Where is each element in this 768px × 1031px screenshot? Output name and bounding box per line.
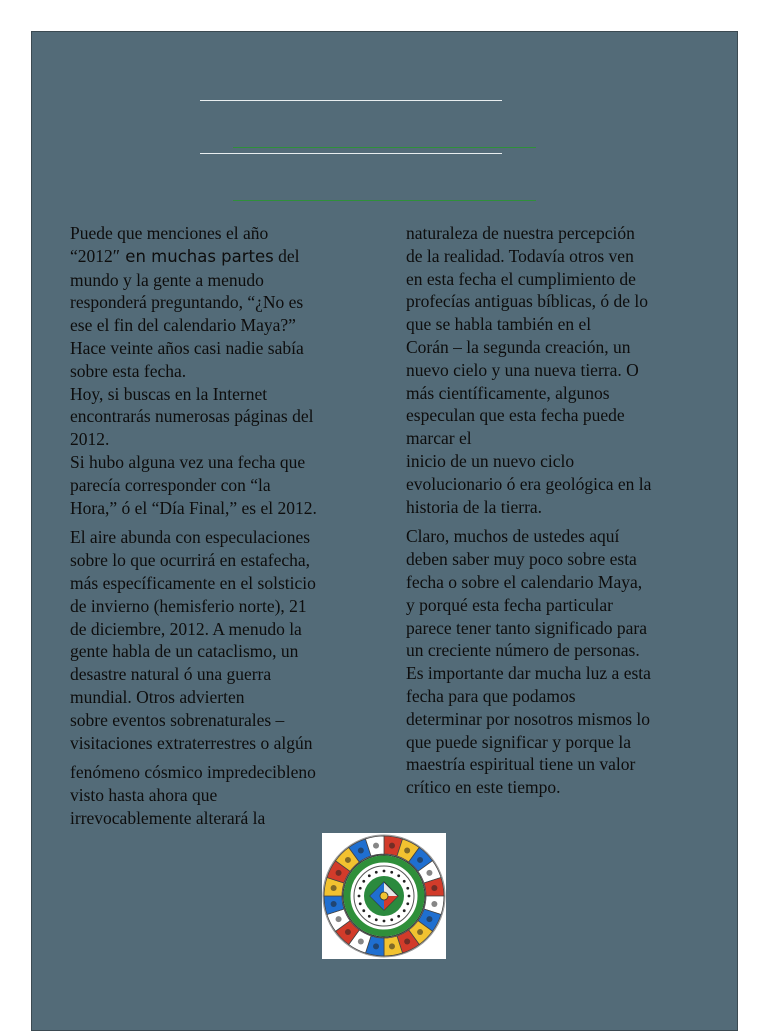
text-fragment: del xyxy=(273,245,300,266)
text-line: visto hasta ahora que xyxy=(70,785,218,806)
glyph-mark xyxy=(426,916,432,922)
dot-mark xyxy=(383,870,386,873)
text-line: crítico en este tiempo. xyxy=(406,777,561,798)
glyph-mark xyxy=(404,938,410,944)
text-line: de la realidad. Todavía otros ven xyxy=(406,245,634,266)
text-line: 2012. xyxy=(70,429,110,450)
dot-mark xyxy=(390,871,393,874)
dot-mark xyxy=(403,880,406,883)
text-line: Si hubo alguna vez una fecha que xyxy=(70,451,306,472)
dot-mark xyxy=(359,887,362,890)
text-line: de invierno (hemisferio norte), 21 xyxy=(70,595,307,616)
text-line: sobre eventos sobrenaturales – xyxy=(70,709,285,730)
header-rule-1 xyxy=(200,100,502,101)
text-line: responderá preguntando, “¿No es xyxy=(70,292,304,313)
dot-mark xyxy=(362,909,365,912)
mayan-calendar-wheel-icon xyxy=(322,833,446,959)
text-line: de diciembre, 2012. A menudo la xyxy=(70,618,302,639)
text-column-left xyxy=(70,222,370,837)
glyph-mark xyxy=(345,857,351,863)
text-line: en esta fecha el cumplimiento de xyxy=(406,268,636,289)
text-line: deben saber muy poco sobre esta xyxy=(406,549,637,570)
dot-mark xyxy=(359,902,362,905)
text-line: gente habla de un cataclismo, un xyxy=(70,641,299,662)
text-line: visitaciones extraterrestres o algún xyxy=(70,732,313,753)
text-line: Hora,” ó el “Día Final,” es el 2012. xyxy=(70,497,317,518)
text-line: especulan que esta fecha puede xyxy=(406,405,625,426)
dot-mark xyxy=(406,902,409,905)
text-line: maestría espiritual tiene un valor xyxy=(406,754,636,775)
mayan-calendar-wheel-icon xyxy=(322,833,446,959)
glyph-mark xyxy=(389,943,395,949)
glyph-mark xyxy=(331,901,337,907)
glyph-mark xyxy=(389,843,395,849)
paragraph xyxy=(70,526,370,754)
text-line: encontrarás numerosas páginas del xyxy=(70,406,314,427)
document-page xyxy=(31,31,738,1031)
text-line: desastre natural ó una guerra xyxy=(70,664,272,685)
text-line: fenómeno cósmico impredecibleno xyxy=(70,762,316,783)
text-line: un creciente número de personas. xyxy=(406,640,640,661)
text-line: y porqué esta fecha particular xyxy=(406,594,613,615)
glyph-mark xyxy=(431,901,437,907)
dot-mark xyxy=(408,895,411,898)
header-rule-4 xyxy=(233,200,536,201)
text-line: determinar por nosotros mismos lo xyxy=(406,708,651,729)
center-dot xyxy=(380,892,388,900)
glyph-mark xyxy=(358,938,364,944)
text-line: irrevocablemente alterará la xyxy=(70,807,266,828)
text-line: ese el fin del calendario Maya?” xyxy=(70,315,296,336)
header-rule-3 xyxy=(200,153,502,154)
dot-mark xyxy=(362,880,365,883)
text-line: que se habla también en el xyxy=(406,314,592,335)
glyph-mark xyxy=(345,929,351,935)
text-fragment: “2012″ xyxy=(70,245,121,266)
dot-mark xyxy=(403,909,406,912)
text-line: inicio de un nuevo ciclo xyxy=(406,450,575,471)
text-line: fecha para que podamos xyxy=(406,685,576,706)
glyph-mark xyxy=(336,916,342,922)
dot-mark xyxy=(358,895,361,898)
text-line: marcar el xyxy=(406,428,472,449)
text-line: evolucionario ó era geológica en la xyxy=(406,473,652,494)
glyph-mark xyxy=(431,885,437,891)
paragraph xyxy=(70,222,370,519)
text-line: sobre lo que ocurrirá en estafecha, xyxy=(70,550,311,571)
glyph-mark xyxy=(417,857,423,863)
paragraph xyxy=(70,761,370,829)
dot-mark xyxy=(368,874,371,877)
header-rule-2 xyxy=(233,147,536,148)
text-column-right xyxy=(406,222,706,806)
dot-mark xyxy=(383,920,386,923)
glyph-mark xyxy=(373,843,379,849)
text-line: mundial. Otros advierten xyxy=(70,686,245,707)
text-line: más científicamente, algunos xyxy=(406,382,610,403)
glyph-mark xyxy=(331,885,337,891)
text-line: parece tener tanto significado para xyxy=(406,617,647,638)
text-line: más específicamente en el solsticio xyxy=(70,572,316,593)
glyph-mark xyxy=(358,848,364,854)
glyph-mark xyxy=(373,943,379,949)
text-line: mundo y la gente a menudo xyxy=(70,269,264,290)
glyph-mark xyxy=(426,870,432,876)
text-line: parecía corresponder con “la xyxy=(70,474,271,495)
text-line: sobre esta fecha. xyxy=(70,360,187,381)
dot-mark xyxy=(375,918,378,921)
glyph-mark xyxy=(417,929,423,935)
text-line: Es importante dar mucha luz a esta xyxy=(406,663,651,684)
text-line: fecha o sobre el calendario Maya, xyxy=(406,571,643,592)
glyph-mark xyxy=(336,870,342,876)
text-line: El aire abunda con especulaciones xyxy=(70,527,311,548)
dot-mark xyxy=(397,874,400,877)
text-line: naturaleza de nuestra percepción xyxy=(406,223,635,243)
dot-mark xyxy=(375,871,378,874)
glyph-mark xyxy=(404,848,410,854)
paragraph xyxy=(406,222,706,518)
text-line: profecías antiguas bíblicas, ó de lo xyxy=(406,291,649,312)
text-line: nuevo cielo y una nueva tierra. O xyxy=(406,359,639,380)
dot-mark xyxy=(406,887,409,890)
dot-mark xyxy=(390,918,393,921)
text-line: Hoy, si buscas en la Internet xyxy=(70,383,268,404)
text-line: que puede significar y porque la xyxy=(406,731,631,752)
text-line: Hace veinte años casi nadie sabía xyxy=(70,337,304,358)
text-line: Corán – la segunda creación, un xyxy=(406,336,631,357)
text-line: Puede que menciones el año xyxy=(70,223,269,243)
text-fragment: en muchas partes xyxy=(120,246,274,266)
dot-mark xyxy=(368,915,371,918)
text-line: Claro, muchos de ustedes aquí xyxy=(406,526,620,547)
dot-mark xyxy=(397,915,400,918)
paragraph xyxy=(406,525,706,799)
text-line xyxy=(70,245,370,269)
text-line: historia de la tierra. xyxy=(406,496,543,517)
